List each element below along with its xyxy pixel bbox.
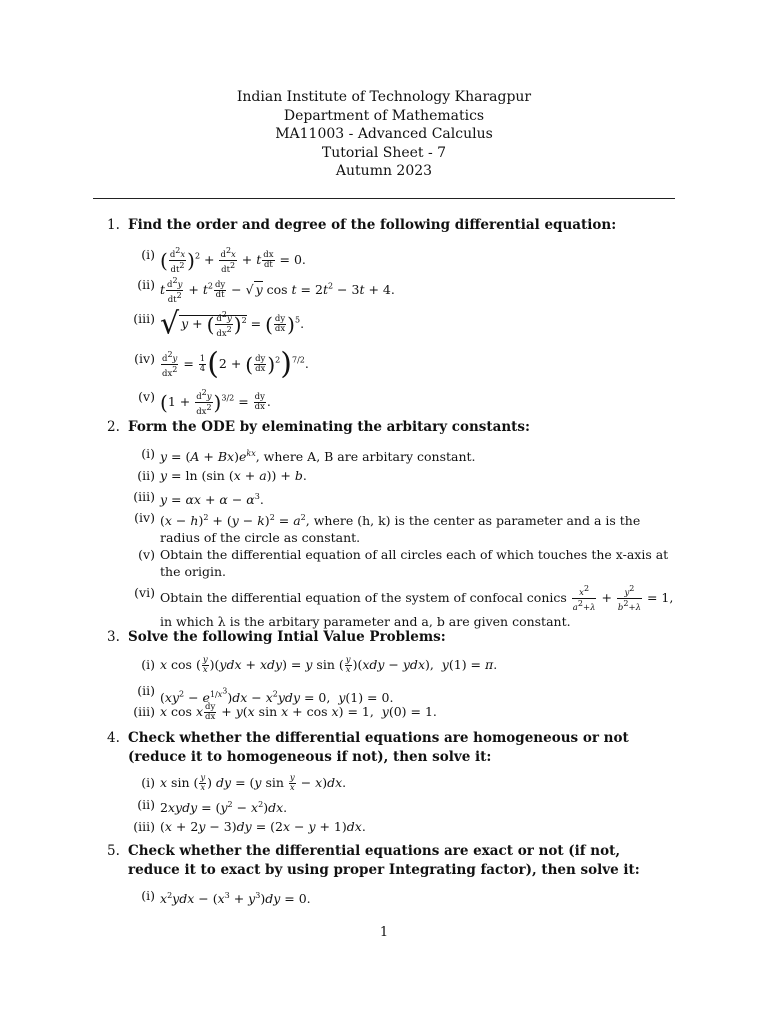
q1-item-iv: (iv) $\frac{d^2y}{dx^2}$ = $\frac{1}{4}$ (2 + ( $\frac{dy}{dx}$ )$^2$)$^{7/2}$. (160, 350, 309, 379)
q2-item-iii: (iii) $y = \alpha x + \alpha - \alpha^3$. (160, 488, 264, 508)
item-label: (vi) (134, 585, 155, 600)
q1-item-ii: (ii) t $\frac{d^2y}{dt^2}$ + $t^2$ $\frac{dy}{dt}$ − √ y $\cos t = 2t^2 - 3t + 4$. (160, 276, 395, 305)
term: Autumn 2023 (335, 163, 433, 179)
question-text: Form the ODE by eleminating the arbitary constants: (128, 419, 530, 435)
item-label: (i) (141, 775, 155, 790)
item-label: (i) (141, 446, 155, 461)
q2-iv-tail: , where (h, k) is the center as parameter and a is the radius of the circle as constant. (160, 513, 641, 546)
item-label: (ii) (137, 683, 155, 698)
q3-item-i: (i) x cos ( $\frac{y}{x}$ )(ydx + xdy) = y sin ( $\frac{y}{x}$ )(xdy − ydx), y(1) = π. (160, 656, 497, 675)
q2-item-ii: (ii) y = ln (sin (x + a)) + b. (160, 467, 307, 484)
item-label: (iii) (133, 311, 155, 326)
question-text: Find the order and degree of the following differential equation: (128, 217, 617, 233)
question-text: Check whether the differential equations are exact or not (if not, reduce it to exact by using proper Integrating factor), then solve it: (128, 843, 640, 878)
q2-vi-head: Obtain the differential equation of the system of confocal conics (160, 589, 567, 605)
q2-item-i: (i) $y = (A + Bx)e^{kx}$, where A, B are arbitary constant. (160, 445, 476, 465)
item-label: (iii) (133, 704, 155, 719)
q4-item-i: (i) x sin ( $\frac{y}{x}$ ) dy = (y sin $\frac{y}{x}$ − x)dx. (160, 774, 346, 793)
q2-item-iv: (iv) $(x - h)^2 + (y - k)^2 = a^2$, where (h, k) is the center as parameter and a is the radius of the circle as constant. (160, 509, 678, 546)
q4-item-ii: (ii) 2xydy = $(y^2 - x^2)dx$. (160, 796, 287, 816)
question-text: Check whether the differential equations are homogeneous or not (reduce it to homogeneous if not), then solve it: (128, 730, 629, 765)
course-title: MA11003 - Advanced Calculus (275, 126, 493, 142)
question-text: Solve the following Intial Value Problems: (128, 629, 446, 645)
header-divider (93, 198, 675, 199)
q1-item-i: (i) ( $\frac{d^2x}{dt^2}$ )$^2$ + $\frac{d^2x}{dt^2}$ + t $\frac{dx}{dt}$ = 0. (160, 246, 306, 275)
item-label: (v) (138, 389, 155, 404)
item-label: (i) (141, 657, 155, 672)
question-number: 5. (107, 843, 120, 859)
item-label: (i) (141, 247, 155, 262)
item-label: (i) (141, 888, 155, 903)
item-label: (ii) (137, 797, 155, 812)
q2-v-text: Obtain the differential equation of all circles each of which touches the x-axis at the origin. (160, 547, 669, 579)
q3-item-ii: (ii) $(xy^2 - e^{1/x^3})dx - x^2ydy = 0$, y(1) = 0. (160, 682, 393, 706)
q4-item-iii: (iii) (x + 2y − 3)dy = (2x − y + 1)dx. (160, 818, 366, 835)
item-label: (iv) (134, 510, 155, 525)
q3-item-iii: (iii) x cos x $\frac{dy}{dx}$ + y(x sin x + cos x) = 1, y(0) = 1. (160, 703, 437, 722)
sheet-title: Tutorial Sheet - 7 (321, 144, 447, 161)
item-label: (iii) (133, 489, 155, 504)
department-name: Department of Mathematics (283, 107, 485, 124)
question-number: 2. (107, 419, 120, 435)
item-label: (iv) (134, 351, 155, 366)
question-number: 4. (107, 730, 120, 746)
q2-item-v (138, 546, 678, 580)
q5-item-i: (i) $x^2ydx - (x^3 + y^3)dy = 0$. (160, 887, 311, 907)
page-number: 1 (379, 925, 389, 940)
item-label: (ii) (137, 277, 155, 292)
q1-item-iii: (iii) √ y + ( $\frac{d^2y}{dx^2}$ )$^2$ = ( $\frac{dy}{dx}$ )$^5$. (160, 310, 304, 339)
question-number: 3. (107, 629, 120, 645)
item-label: (ii) (137, 468, 155, 483)
q2-i-tail: , where A, B are arbitary constant. (255, 449, 476, 465)
q2-vi-tail: = 1, in which λ is the arbitary parameter and a, b are given constant. (160, 589, 674, 629)
question-number: 1. (107, 217, 120, 233)
q2-item-vi: (vi) Obtain the differential equation of the system of confocal conics $\frac{x^2}{a^2+\lambda}$ + $\frac{y^2}{b^2+\lambda}$ = 1, in which λ is the arbitary parameter and a, b are given constant. (160, 584, 678, 630)
institute-name: Indian Institute of Technology Kharagpur (236, 89, 532, 105)
q1-item-v: (v) (1 + $\frac{d^2y}{dx^2}$ )$^{3/2}$ = $\frac{dy}{dx}$ . (160, 388, 271, 417)
item-label: (v) (138, 547, 155, 562)
document-header (0, 88, 768, 181)
item-label: (iii) (133, 819, 155, 834)
